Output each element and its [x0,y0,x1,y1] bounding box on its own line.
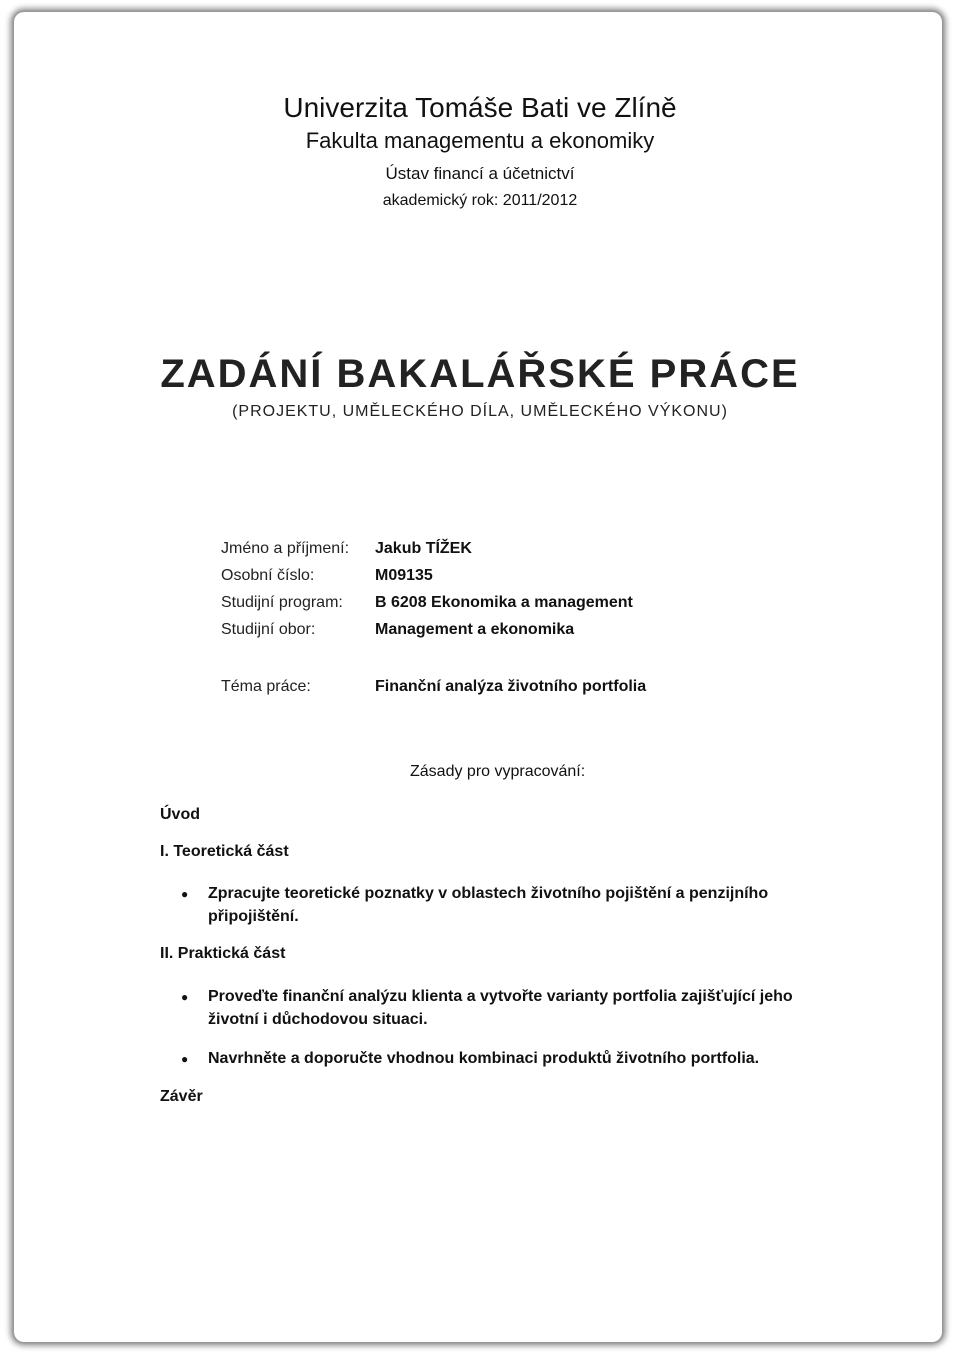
field-of-study-label: Studijní obor: [221,621,316,638]
study-program-label: Studijní program: [221,594,343,611]
field-of-study-value: Management a ekonomika [375,621,575,638]
academic-year: akademický rok: 2011/2012 [382,192,578,209]
name-value: Jakub TÍŽEK [375,540,472,557]
part2-bullet-2: Navrhněte a doporučte vhodnou kombinaci produktů životního portfolia. [208,1050,760,1067]
topic-label: Téma práce: [221,678,311,695]
guidelines-heading: Zásady pro vypracování: [410,763,586,780]
document-title: ZADÁNÍ BAKALÁŘSKÉ PRÁCE [160,352,800,396]
conclusion-heading: Závěr [160,1088,203,1105]
part1-heading: I. Teoretická část [160,843,289,860]
topic-value: Finanční analýza životního portfolia [375,678,647,695]
study-program-value: B 6208 Ekonomika a management [375,594,633,611]
part2-bullet-1: Proveďte finanční analýzu klienta a vytvořte varianty portfolia zajišťující jeho životní i důchodovou situaci. [208,988,793,1028]
university-name: Univerzita Tomáše Bati ve Zlíně [283,92,677,123]
part1-bullet-1: Zpracujte teoretické poznatky v oblastech životního pojištění a penzijního připojištění. [208,885,769,925]
faculty-name: Fakulta managementu a ekonomiky [305,128,655,153]
bullet-icon: ● [181,887,189,901]
bullet-icon: ● [181,990,189,1004]
department-name: Ústav financí a účetnictví [385,164,575,183]
personal-number-label: Osobní číslo: [221,567,315,584]
personal-number-value: M09135 [375,567,433,584]
document-subtitle: (PROJEKTU, UMĚLECKÉHO DÍLA, UMĚLECKÉHO VÝKONU) [232,403,728,420]
intro-heading: Úvod [160,806,200,823]
name-label: Jméno a příjmení: [221,540,350,557]
document-page [14,12,942,1342]
part2-heading: II. Praktická část [160,945,286,962]
bullet-icon: ● [181,1052,189,1066]
